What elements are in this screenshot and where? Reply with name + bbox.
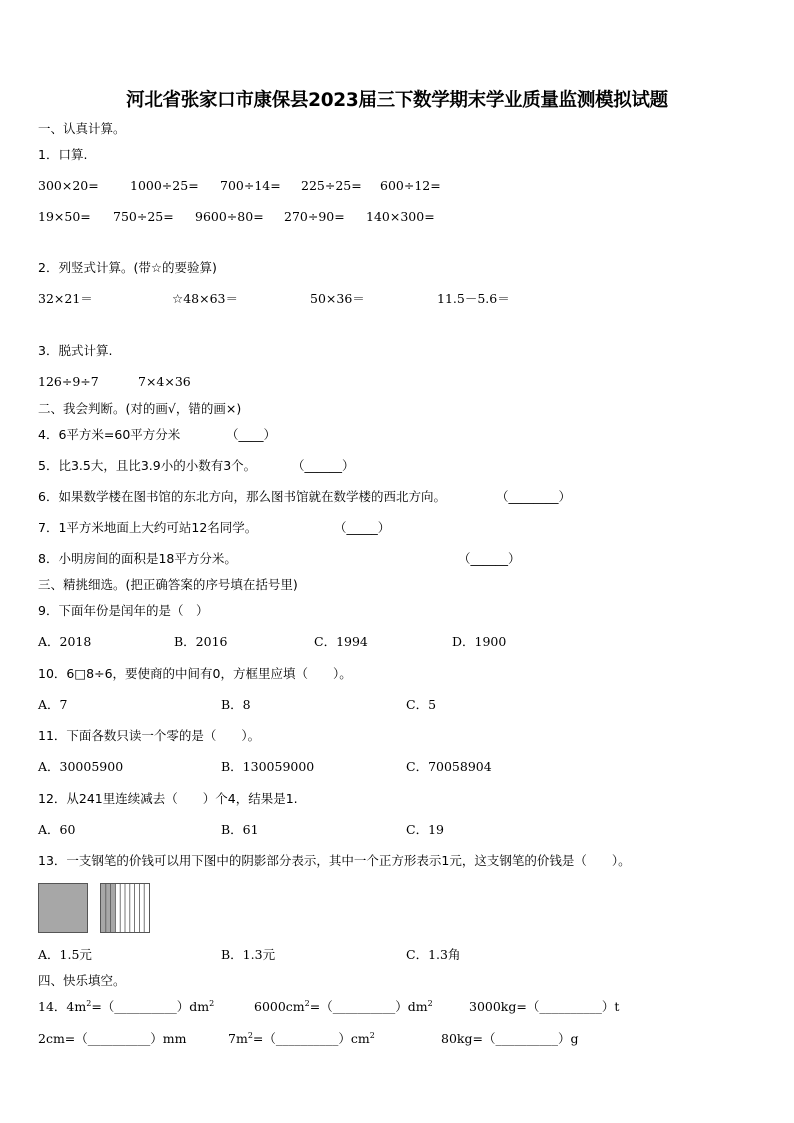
stripes-graphic	[101, 884, 149, 932]
option-c[interactable]: C．1.3角	[406, 947, 461, 962]
oral-calc-item: 300×20=	[38, 178, 99, 193]
option-d[interactable]: D．1900	[452, 634, 507, 649]
section-heading-2: 二、我会判断。(对的画√，错的画×)	[38, 401, 242, 416]
step-calc-item: 7×4×36	[138, 374, 191, 389]
fill-item[interactable]	[469, 999, 619, 1015]
question-9-text: 9．下面年份是闰年的是（ ）	[38, 603, 209, 618]
fill-item-pre: 7m	[228, 1031, 248, 1046]
option-a[interactable]: A．2018	[38, 634, 92, 649]
option-c[interactable]: C．5	[406, 697, 437, 712]
striped-square-figure	[100, 883, 150, 933]
question-13-text: 13．一支钢笔的价钱可以用下图中的阴影部分表示，其中一个正方形表示1元，这支钢笔的价钱是（ ）。	[38, 853, 631, 868]
fill-item-sup: 2	[369, 1030, 375, 1040]
vertical-calc-item: ☆48×63＝	[172, 291, 238, 306]
fill-item-sup: 2	[304, 998, 310, 1008]
option-c[interactable]: C．19	[406, 822, 444, 837]
option-a[interactable]: A．30005900	[38, 759, 124, 774]
section-heading-1: 一、认真计算。	[38, 121, 126, 136]
question-7-text: 7．1平方米地面上大约可站12名同学。	[38, 520, 258, 535]
fill-item-sup: 2	[86, 998, 92, 1008]
option-b[interactable]: B．2016	[174, 634, 228, 649]
question-2-label: 2．列竖式计算。(带☆的要验算)	[38, 260, 217, 275]
fill-item[interactable]	[228, 1031, 375, 1047]
shaded-square-figure	[38, 883, 88, 933]
fill-item-pre: 3000kg=（__________）t	[469, 999, 620, 1014]
option-a[interactable]: A．60	[38, 822, 76, 837]
answer-blank[interactable]: （______）	[458, 551, 521, 566]
step-calc-item: 126÷9÷7	[38, 374, 99, 389]
option-c[interactable]: C．70058904	[406, 759, 492, 774]
option-b[interactable]: B．130059000	[221, 759, 315, 774]
option-b[interactable]: B．1.3元	[221, 947, 276, 962]
oral-calc-item: 1000÷25=	[130, 178, 199, 193]
answer-blank[interactable]: （_____）	[334, 520, 391, 535]
question-3-label: 3．脱式计算.	[38, 343, 113, 358]
option-b[interactable]: B．61	[221, 822, 259, 837]
oral-calc-item: 600÷12=	[380, 178, 441, 193]
question-8-text: 8．小明房间的面积是18平方分米。	[38, 551, 237, 566]
fill-item-sup: 2	[209, 998, 215, 1008]
fill-item[interactable]	[441, 1031, 578, 1047]
fill-item-mid: =（__________）dm	[309, 999, 428, 1014]
oral-calc-item: 140×300=	[366, 209, 435, 224]
fill-item-pre: 80kg=（__________）g	[441, 1031, 579, 1046]
fill-item-mid: =（__________）dm	[91, 999, 210, 1014]
fill-item-sup: 2	[427, 998, 433, 1008]
section-heading-4: 四、快乐填空。	[38, 973, 126, 988]
option-b[interactable]: B．8	[221, 697, 251, 712]
vertical-calc-item: 32×21＝	[38, 291, 93, 306]
fill-item[interactable]	[38, 1031, 187, 1047]
oral-calc-item: 19×50=	[38, 209, 91, 224]
fill-item[interactable]	[38, 999, 214, 1015]
page-title: 河北省张家口市康保县2023届三下数学期末学业质量监测模拟试题	[126, 90, 668, 111]
vertical-calc-item: 50×36＝	[310, 291, 365, 306]
question-11-text: 11．下面各数只读一个零的是（ ）。	[38, 728, 261, 743]
fill-item-pre: 14．4m	[38, 999, 87, 1014]
oral-calc-item: 700÷14=	[220, 178, 281, 193]
option-a[interactable]: A．1.5元	[38, 947, 92, 962]
option-a[interactable]: A．7	[38, 697, 68, 712]
oral-calc-item: 750÷25=	[113, 209, 174, 224]
oral-calc-item: 225÷25=	[301, 178, 362, 193]
fill-item-pre: 6000cm	[254, 999, 305, 1014]
vertical-calc-item: 11.5－5.6＝	[437, 291, 510, 306]
section-heading-3: 三、精挑细选。(把正确答案的序号填在括号里)	[38, 577, 298, 592]
answer-blank[interactable]: （____）	[226, 427, 277, 442]
question-10-text: 10．6□8÷6，要使商的中间有0，方框里应填（ ）。	[38, 666, 352, 681]
question-6-text: 6．如果数学楼在图书馆的东北方向，那么图书馆就在数学楼的西北方向。	[38, 489, 446, 504]
fill-item-mid: =（__________）cm	[252, 1031, 370, 1046]
oral-calc-item: 270÷90=	[284, 209, 345, 224]
question-4-text: 4．6平方米=60平方分米	[38, 427, 181, 442]
fill-item-pre: 2cm=（__________）mm	[38, 1031, 187, 1046]
oral-calc-item: 9600÷80=	[195, 209, 264, 224]
option-c[interactable]: C．1994	[314, 634, 368, 649]
fill-item-sup: 2	[247, 1030, 253, 1040]
answer-blank[interactable]: （________）	[496, 489, 572, 504]
question-12-text: 12．从241里连续减去（ ）个4，结果是1.	[38, 791, 298, 806]
question-5-text: 5．比3.5大，且比3.9小的小数有3个。	[38, 458, 257, 473]
fill-item[interactable]	[254, 999, 433, 1015]
answer-blank[interactable]: （______）	[292, 458, 355, 473]
question-1-label: 1．口算.	[38, 147, 88, 162]
